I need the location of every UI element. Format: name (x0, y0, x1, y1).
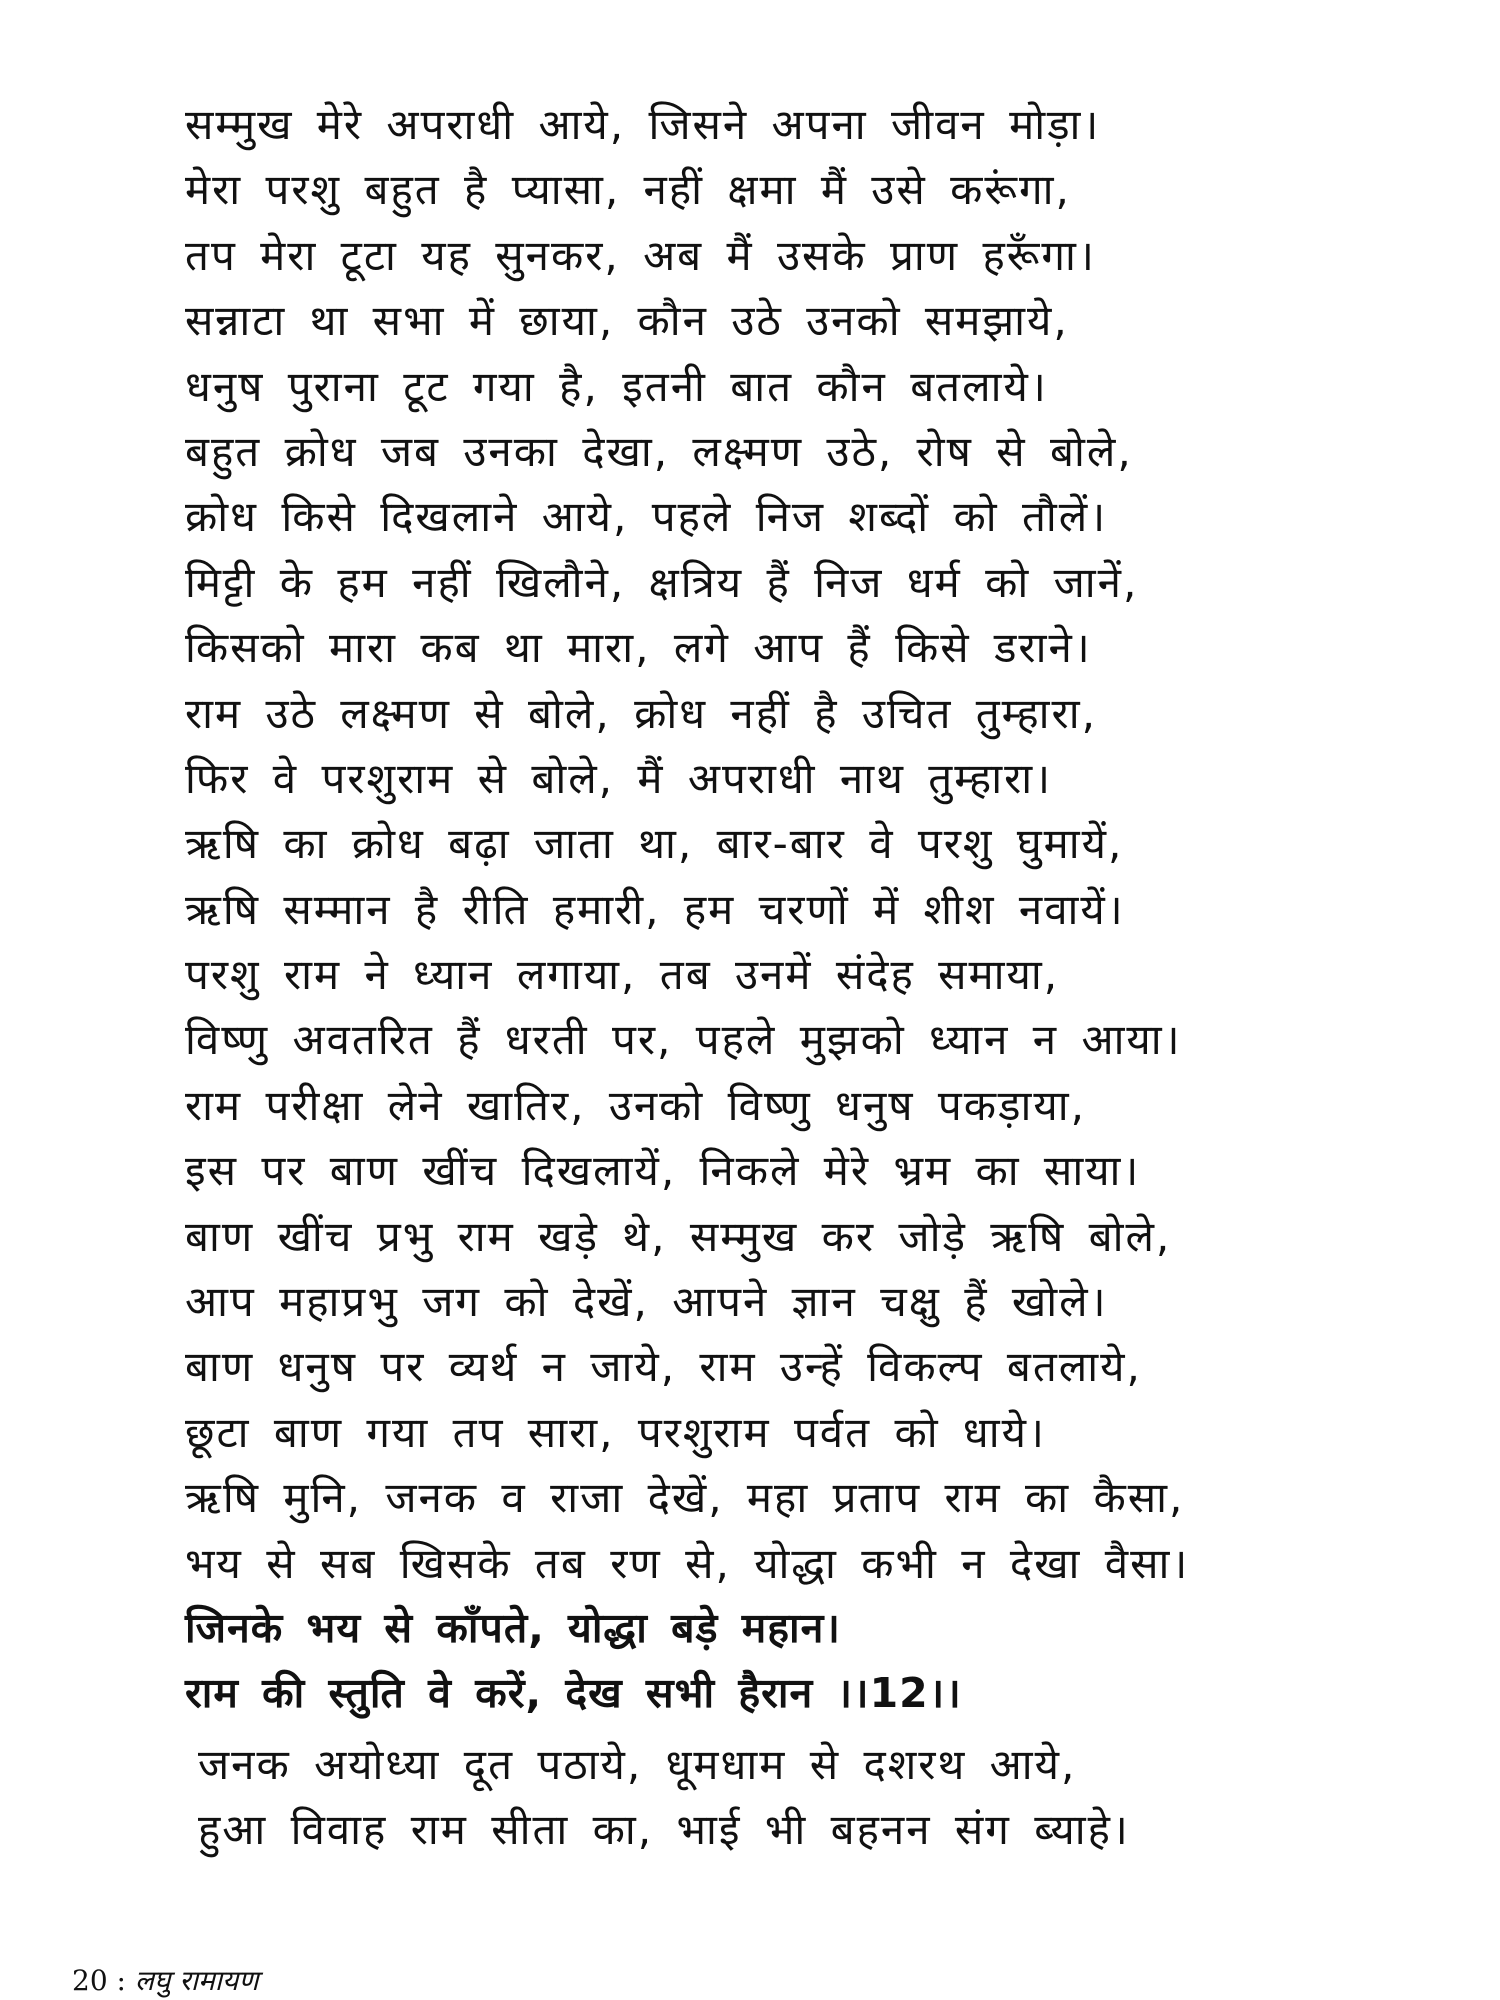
verse-line: तप मेरा टूटा यह सुनकर, अब मैं उसके प्राण हरूँगा। (185, 230, 1096, 280)
verse-line: ऋषि सम्मान है रीति हमारी, हम चरणों में शीश नवायें। (185, 884, 1125, 934)
book-title: लघु रामायण (134, 1964, 259, 1997)
verse-line: हुआ विवाह राम सीता का, भाई भी बहनन संग ब्याहे। (198, 1805, 1130, 1855)
verse-line: क्रोध किसे दिखलाने आये, पहले निज शब्दों को तौलें। (185, 492, 1108, 542)
verse-line: बहुत क्रोध जब उनका देखा, लक्ष्मण उठे, रोष से बोले, (185, 426, 1133, 476)
doha-line: जिनके भय से काँपते, योद्धा बड़े महान। (185, 1603, 841, 1652)
verse-line: ऋषि का क्रोध बढ़ा जाता था, बार-बार वे परशु घुमायें, (185, 819, 1124, 869)
verse-line: सन्नाटा था सभा में छाया, कौन उठे उनको समझाये, (185, 296, 1069, 346)
verse-line: इस पर बाण खींच दिखलायें, निकले मेरे भ्रम का साया। (185, 1146, 1141, 1196)
verse-line: मेरा परशु बहुत है प्यासा, नहीं क्षमा मैं उसे करूंगा, (185, 165, 1071, 215)
doha-line: राम की स्तुति वे करें, देख सभी हैरान ।।12।। (185, 1669, 962, 1718)
verse-line: राम उठे लक्ष्मण से बोले, क्रोध नहीं है उचित तुम्हारा, (185, 688, 1097, 738)
verse-line: मिट्टी के हम नहीं खिलौने, क्षत्रिय हैं निज धर्म को जानें, (185, 557, 1139, 607)
verse-line: बाण खींच प्रभु राम खड़े थे, सम्मुख कर जोड़े ऋषि बोले, (185, 1211, 1172, 1261)
verse-line: सम्मुख मेरे अपराधी आये, जिसने अपना जीवन मोड़ा। (185, 100, 1101, 149)
verse-line: फिर वे परशुराम से बोले, मैं अपराधी नाथ तुम्हारा। (185, 753, 1053, 803)
verse-line: विष्णु अवतरित हैं धरती पर, पहले मुझको ध्यान न आया। (185, 1015, 1182, 1065)
verse-line: आप महाप्रभु जग को देखें, आपने ज्ञान चक्षु हैं खोले। (185, 1277, 1108, 1327)
verse-line: किसको मारा कब था मारा, लगे आप हैं किसे डराने। (185, 623, 1092, 673)
page-number: 20 : (72, 1964, 126, 1997)
verse-line: राम परीक्षा लेने खातिर, उनको विष्णु धनुष पकड़ाया, (185, 1080, 1086, 1130)
verse-line: ऋषि मुनि, जनक व राजा देखें, महा प्रताप राम का कैसा, (185, 1473, 1185, 1523)
verse-line: धनुष पुराना टूट गया है, इतनी बात कौन बतलाये। (185, 361, 1048, 411)
verse-line: जनक अयोध्या दूत पठाये, धूमधाम से दशरथ आये, (198, 1740, 1077, 1789)
verse-line: बाण धनुष पर व्यर्थ न जाये, राम उन्हें विकल्प बतलाये, (185, 1342, 1142, 1392)
next-verse-block (198, 1732, 1378, 1863)
verse-line: छूटा बाण गया तप सारा, परशुराम पर्वत को धाये। (185, 1407, 1046, 1457)
verse-block (185, 92, 1365, 1727)
verse-line: भय से सब खिसके तब रण से, योद्धा कभी न देखा वैसा। (185, 1538, 1190, 1588)
verse-line: परशु राम ने ध्यान लगाया, तब उनमें संदेह समाया, (185, 950, 1060, 1000)
page-footer (72, 1965, 259, 1997)
